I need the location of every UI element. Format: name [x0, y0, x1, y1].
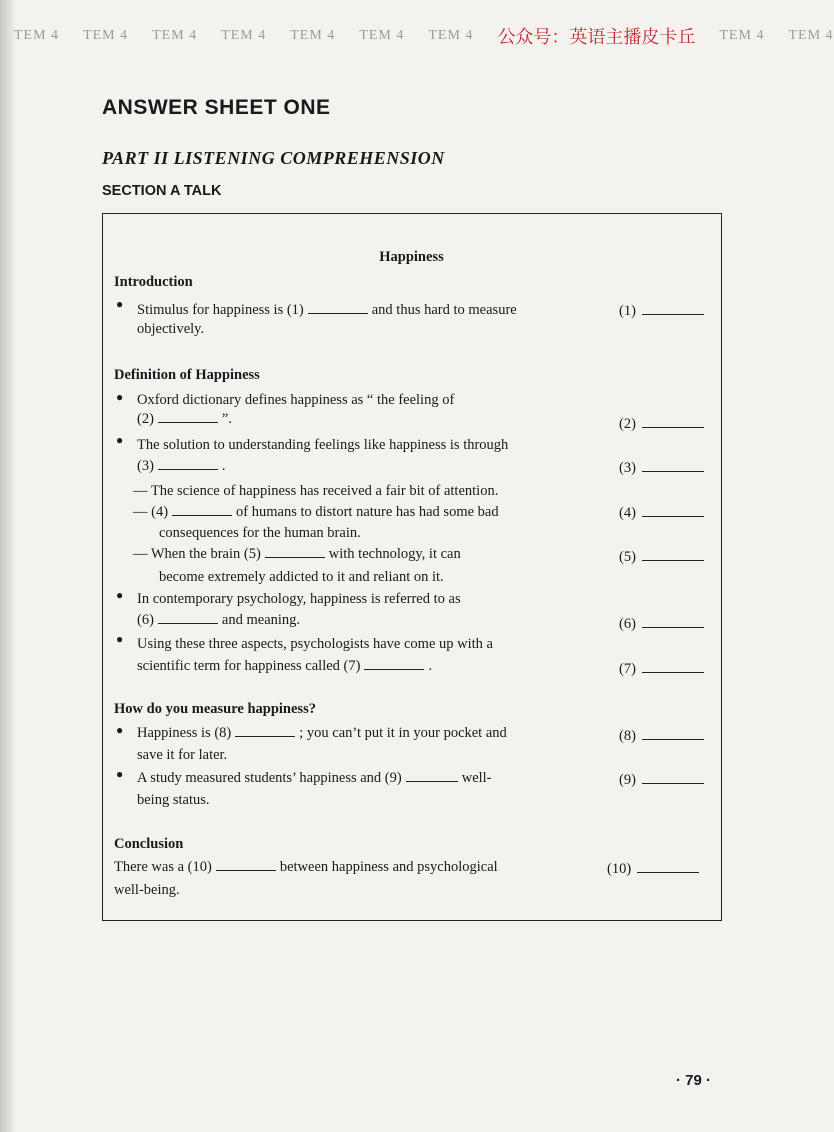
part-title: PART II LISTENING COMPREHENSION: [102, 148, 445, 168]
page-edge: [0, 0, 14, 1132]
tem-label: TEM 4: [14, 28, 60, 43]
blank-10[interactable]: [216, 858, 276, 871]
tem-label: TEM 4: [290, 28, 336, 43]
bullet-icon: ●: [116, 297, 124, 311]
tem-label: TEM 4: [428, 28, 474, 43]
answer-slot-7[interactable]: (7): [619, 660, 704, 678]
blank-3[interactable]: [158, 457, 218, 470]
question-7-text-cont: scientific term for happiness called (7) .: [137, 658, 433, 674]
question-4-text-cont: consequences for the human brain.: [159, 525, 361, 541]
answer-slot-4[interactable]: (4): [619, 504, 704, 522]
question-9-text: A study measured students’ happiness and (9) well-: [137, 770, 492, 786]
tem-label: TEM 4: [719, 28, 765, 43]
answer-box: [102, 213, 722, 921]
tem-label: TEM 4: [221, 28, 267, 43]
question-2-text: Oxford dictionary defines happiness as “ the feeling of: [137, 392, 455, 408]
bullet-icon: ●: [116, 433, 124, 447]
blank-9[interactable]: [406, 769, 458, 782]
blank-4[interactable]: [172, 503, 232, 516]
introduction-heading: Introduction: [114, 274, 193, 290]
blank-8[interactable]: [235, 724, 295, 737]
answer-slot-10[interactable]: (10): [607, 860, 699, 878]
definition-heading: Definition of Happiness: [114, 367, 260, 383]
question-7-text: Using these three aspects, psychologists have come up with a: [137, 636, 493, 652]
question-8-text: Happiness is (8) ; you can’t put it in your pocket and: [137, 725, 507, 741]
tem-label: TEM 4: [788, 28, 834, 43]
question-1-text-cont: objectively.: [137, 321, 205, 337]
tem-label: TEM 4: [359, 28, 405, 43]
question-6-text: In contemporary psychology, happiness is referred to as: [137, 591, 461, 607]
blank-1[interactable]: [308, 301, 368, 314]
sub-point-1: — The science of happiness has received a fair bit of attention.: [133, 483, 499, 499]
question-5-text-cont: become extremely addicted to it and reliant on it.: [159, 569, 444, 585]
question-6-text-cont: (6) and meaning.: [137, 612, 301, 628]
question-10-text-cont: well-being.: [114, 882, 180, 898]
answer-slot-2[interactable]: (2): [619, 415, 704, 433]
question-9-text-cont: being status.: [137, 792, 210, 808]
box-title: Happiness: [379, 249, 444, 265]
bullet-icon: ●: [116, 632, 124, 646]
answer-slot-9[interactable]: (9): [619, 771, 704, 789]
sheet-title: ANSWER SHEET ONE: [102, 96, 331, 119]
question-5-text: — When the brain (5) with technology, it can: [133, 546, 461, 562]
tem-label: TEM 4: [152, 28, 198, 43]
answer-slot-6[interactable]: (6): [619, 615, 704, 633]
measure-heading: How do you measure happiness?: [114, 701, 316, 717]
question-3-text-cont: (3) .: [137, 458, 226, 474]
answer-slot-8[interactable]: (8): [619, 727, 704, 745]
wechat-watermark: 公众号：英语主播皮卡丘: [497, 27, 696, 48]
header-strip: [14, 18, 834, 54]
tem-label: TEM 4: [83, 28, 129, 43]
blank-2[interactable]: [158, 410, 218, 423]
question-10-text: There was a (10) between happiness and psychological: [114, 859, 498, 875]
answer-slot-5[interactable]: (5): [619, 548, 704, 566]
blank-6[interactable]: [158, 611, 218, 624]
question-8-text-cont: save it for later.: [137, 747, 228, 763]
bullet-icon: ●: [116, 723, 124, 737]
bullet-icon: ●: [116, 588, 124, 602]
section-title: SECTION A TALK: [102, 183, 222, 199]
question-2-text-cont: (2) ”.: [137, 411, 232, 427]
question-1-text: Stimulus for happiness is (1) and thus hard to measure: [137, 302, 517, 318]
bullet-icon: ●: [116, 767, 124, 781]
answer-slot-1[interactable]: (1): [619, 302, 704, 320]
conclusion-heading: Conclusion: [114, 836, 184, 852]
question-3-text: The solution to understanding feelings like happiness is through: [137, 437, 509, 453]
bullet-icon: ●: [116, 390, 124, 404]
page-number: · 79 ·: [676, 1072, 712, 1089]
blank-7[interactable]: [364, 657, 424, 670]
blank-5[interactable]: [265, 545, 325, 558]
question-4-text: — (4) of humans to distort nature has had some bad: [133, 504, 499, 520]
answer-slot-3[interactable]: (3): [619, 459, 704, 477]
